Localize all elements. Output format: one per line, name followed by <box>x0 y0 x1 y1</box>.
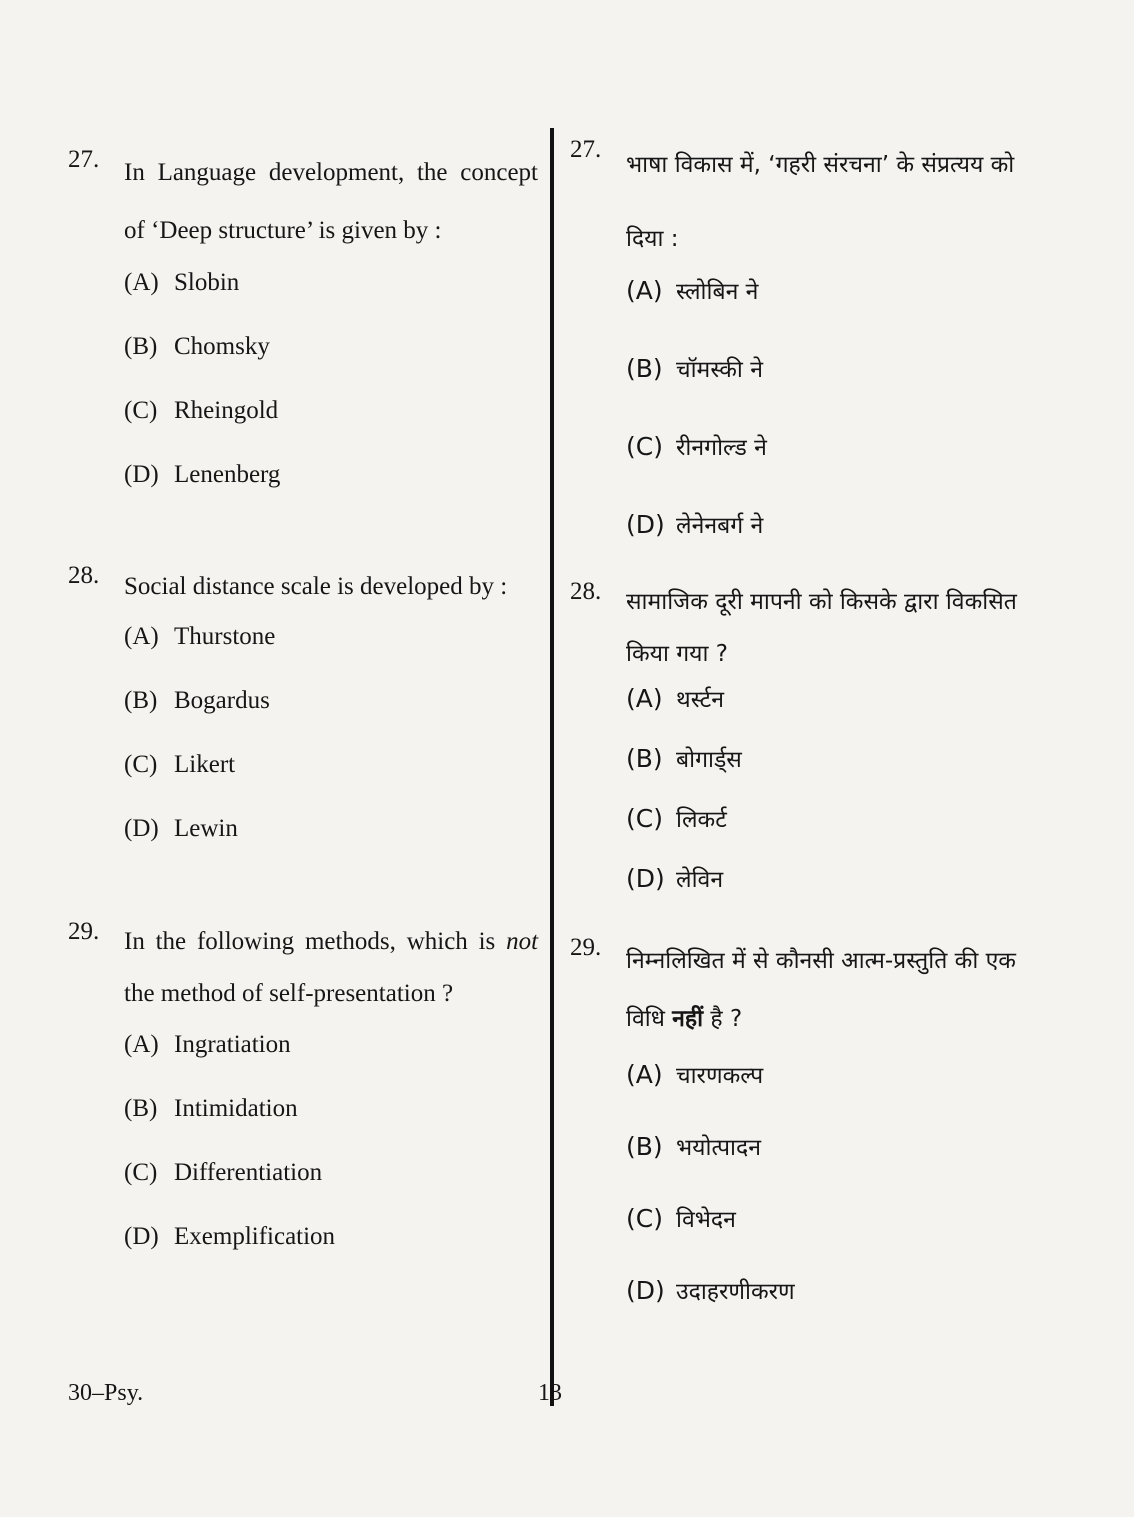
option-text: Lenenberg <box>174 461 281 488</box>
question-number: 28. <box>570 578 602 605</box>
option-text: थर्स्टन <box>676 687 725 713</box>
column-divider <box>550 128 554 1406</box>
stem-emphasis: नहीं <box>672 1006 704 1032</box>
option-label: (A) <box>124 269 159 296</box>
question-number: 27. <box>570 136 602 163</box>
options <box>626 276 1050 588</box>
option-label: (B) <box>124 1095 158 1122</box>
option-text: Bogardus <box>174 687 270 714</box>
option-label: (D) <box>124 1223 159 1250</box>
option-a[interactable] <box>626 684 1050 744</box>
option-label: (A) <box>124 1031 159 1058</box>
option-text: Ingratiation <box>174 1031 291 1058</box>
option-d[interactable] <box>626 1276 1050 1348</box>
option-text: रीनगोल्ड ने <box>676 435 767 461</box>
options <box>124 254 538 510</box>
option-text: Lewin <box>174 815 238 842</box>
question-29-hi <box>570 932 1050 1348</box>
question-27-en <box>68 144 538 574</box>
option-label: (C) <box>626 804 663 833</box>
option-label: (B) <box>626 744 663 773</box>
question-stem: In Language development, the concept of ‘Deep structure’ is given by : <box>124 159 538 244</box>
option-text: Rheingold <box>174 397 279 424</box>
option-text: लिकर्ट <box>676 807 727 833</box>
stem-text: the method of self-presentation ? <box>124 980 454 1007</box>
question-stem <box>626 932 1050 1048</box>
option-text: चॉमस्की ने <box>676 357 763 383</box>
option-text: लेविन <box>676 867 724 893</box>
option-text: Likert <box>174 751 236 778</box>
option-b[interactable] <box>124 318 538 382</box>
options <box>626 1060 1050 1348</box>
option-c[interactable] <box>124 1144 538 1208</box>
question-28-hi <box>570 576 1050 946</box>
option-text: Slobin <box>174 269 240 296</box>
option-c[interactable] <box>124 382 538 446</box>
option-text: Differentiation <box>174 1159 323 1186</box>
option-text: चारणकल्प <box>676 1063 764 1089</box>
hindi-column <box>570 136 1050 1348</box>
option-label: (A) <box>124 623 159 650</box>
option-label: (B) <box>626 354 663 383</box>
option-label: (D) <box>124 461 159 488</box>
options <box>626 684 1050 924</box>
option-d[interactable] <box>124 1208 538 1272</box>
option-label: (C) <box>626 1204 663 1233</box>
question-number: 28. <box>68 562 100 589</box>
question-28-en <box>68 560 538 930</box>
options <box>124 608 538 864</box>
paper-code: 30–Psy. <box>68 1380 144 1406</box>
option-a[interactable] <box>124 1016 538 1080</box>
page-number: 13 <box>538 1380 562 1406</box>
option-b[interactable] <box>626 744 1050 804</box>
option-a[interactable] <box>124 608 538 672</box>
option-c[interactable] <box>626 804 1050 864</box>
option-text: Exemplification <box>174 1223 336 1250</box>
option-text: विभेदन <box>676 1207 736 1233</box>
option-d[interactable] <box>626 864 1050 924</box>
question-stem: Social distance scale is developed by : <box>124 573 508 600</box>
question-29-en <box>68 916 538 1272</box>
question-stem <box>124 916 538 1020</box>
option-text: बोगार्ड्स <box>676 747 742 773</box>
option-a[interactable] <box>626 1060 1050 1132</box>
question-stem: भाषा विकास में, ‘गहरी संरचना’ के संप्रत्यय को दिया : <box>626 152 1015 252</box>
question-number: 29. <box>570 934 602 961</box>
option-b[interactable] <box>626 354 1050 432</box>
option-b[interactable] <box>124 672 538 736</box>
option-label: (D) <box>626 864 665 893</box>
option-label: (D) <box>626 510 665 539</box>
option-label: (C) <box>124 397 158 424</box>
option-a[interactable] <box>626 276 1050 354</box>
option-label: (C) <box>124 751 158 778</box>
option-label: (B) <box>626 1132 663 1161</box>
stem-text: निम्नलिखित में से कौनसी आत्म-प्रस्तुति की एक विधि <box>626 948 1016 1032</box>
option-text: Intimidation <box>174 1095 298 1122</box>
option-c[interactable] <box>626 432 1050 510</box>
option-b[interactable] <box>124 1080 538 1144</box>
option-text: उदाहरणीकरण <box>676 1279 795 1305</box>
option-text: Chomsky <box>174 333 270 360</box>
option-label: (D) <box>626 1276 665 1305</box>
stem-text: है ? <box>710 1006 743 1032</box>
option-a[interactable] <box>124 254 538 318</box>
question-27-hi <box>570 128 1050 588</box>
option-d[interactable] <box>124 446 538 510</box>
option-label: (A) <box>626 276 663 305</box>
question-number: 27. <box>68 146 100 173</box>
option-label: (B) <box>124 333 158 360</box>
option-d[interactable] <box>124 800 538 864</box>
option-text: Thurstone <box>174 623 276 650</box>
english-column <box>68 146 539 1272</box>
question-stem: सामाजिक दूरी मापनी को किसके द्वारा विकसित किया गया ? <box>626 589 1017 667</box>
option-c[interactable] <box>124 736 538 800</box>
options <box>124 1016 538 1272</box>
option-label: (C) <box>626 432 663 461</box>
option-text: भयोत्पादन <box>676 1135 761 1161</box>
option-label: (D) <box>124 815 159 842</box>
stem-emphasis: not <box>506 928 539 955</box>
option-text: लेनेनबर्ग ने <box>676 513 764 539</box>
option-label: (B) <box>124 687 158 714</box>
option-text: स्लोबिन ने <box>676 279 759 305</box>
option-label: (A) <box>626 684 663 713</box>
stem-text: In the following methods, which is <box>124 928 496 955</box>
option-label: (A) <box>626 1060 663 1089</box>
question-number: 29. <box>68 918 100 945</box>
option-c[interactable] <box>626 1204 1050 1276</box>
option-b[interactable] <box>626 1132 1050 1204</box>
option-label: (C) <box>124 1159 158 1186</box>
